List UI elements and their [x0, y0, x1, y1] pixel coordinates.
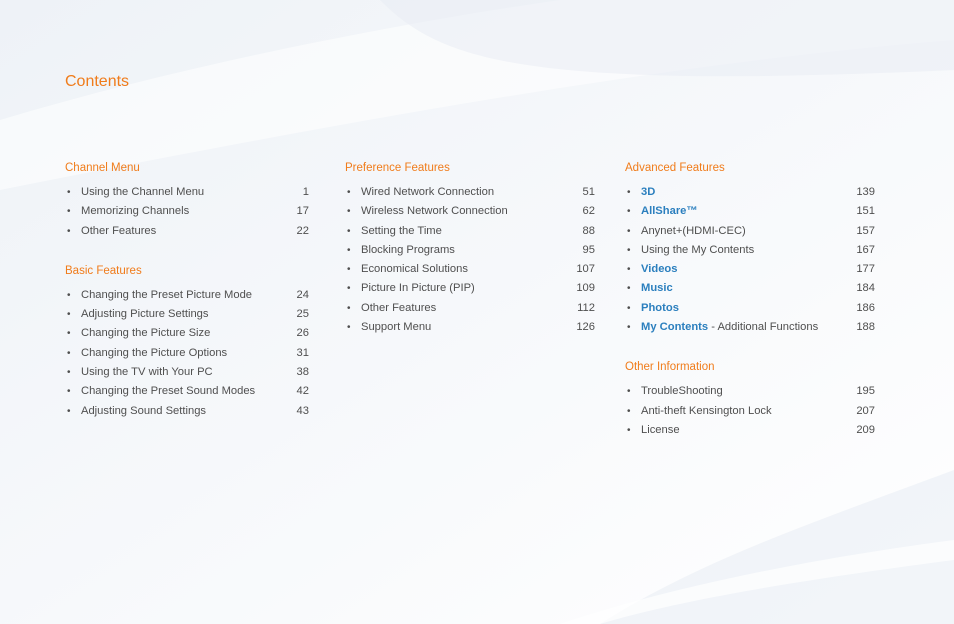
page-number: 167 [856, 243, 875, 256]
page-number: 95 [582, 243, 595, 256]
toc-entry-label [641, 421, 680, 440]
bullet-icon: • [67, 206, 71, 218]
bullet-icon: • [627, 283, 631, 295]
entry-text: Wired Network Connection [361, 186, 495, 198]
contents-column-3 [625, 160, 875, 462]
entry-text: Changing the Preset Picture Mode [81, 288, 253, 301]
toc-entry[interactable] [65, 324, 309, 343]
toc-entry[interactable] [625, 183, 875, 202]
toc-section [625, 160, 875, 337]
toc-entry-label [81, 363, 213, 382]
bullet-icon: • [67, 367, 71, 379]
toc-entry-label [361, 260, 468, 279]
page-number: 188 [856, 321, 875, 334]
section-title: Preference Features [345, 162, 450, 174]
toc-section [345, 160, 595, 337]
page-number: 139 [856, 186, 875, 198]
entry-text: Anti-theft Kensington Lock [641, 404, 772, 417]
toc-entry[interactable] [345, 241, 595, 260]
bullet-icon: • [67, 405, 71, 417]
toc-entry-label [361, 202, 508, 221]
toc-entry[interactable] [65, 305, 309, 324]
entry-text: Anynet+(HDMI-CEC) [641, 224, 746, 237]
bullet-icon: • [67, 347, 71, 359]
toc-entry-label [361, 241, 455, 260]
bullet-icon: • [67, 289, 71, 301]
page-number: 31 [296, 346, 309, 359]
toc-entry-label [81, 183, 204, 202]
toc-entry-label [81, 222, 156, 241]
page-number: 24 [296, 288, 309, 301]
bullet-icon: • [627, 405, 631, 417]
entry-text: Setting the Time [361, 224, 442, 237]
toc-entry[interactable] [65, 344, 309, 363]
bullet-icon: • [67, 328, 71, 340]
entry-text: Picture In Picture (PIP) [361, 282, 475, 295]
toc-entry-label [361, 222, 442, 241]
entry-text: Memorizing Channels [81, 205, 190, 218]
toc-section [65, 160, 309, 241]
page-number: 51 [582, 186, 595, 198]
entry-text: Changing the Picture Size [81, 327, 211, 340]
entry-text: Adjusting Picture Settings [81, 308, 209, 321]
page-number: 209 [856, 423, 875, 436]
page-number: 151 [856, 205, 875, 218]
toc-entry[interactable] [345, 202, 595, 221]
entry-text: Other Features [361, 301, 437, 314]
page-number: 184 [856, 282, 875, 295]
link-text[interactable]: Music [641, 282, 673, 295]
page-number: 42 [296, 385, 309, 398]
entry-text: Changing the Preset Sound Modes [81, 385, 256, 398]
toc-entry-label [641, 222, 746, 241]
page-number: 112 [577, 301, 595, 314]
section-title: Other Information [625, 361, 715, 374]
page-number: 25 [296, 308, 309, 321]
bullet-icon: • [627, 225, 631, 237]
toc-entry-link[interactable] [641, 279, 673, 298]
entry-text: Changing the Picture Options [81, 346, 228, 359]
toc-entry-label [81, 344, 227, 363]
toc-entry-link[interactable] [641, 318, 818, 337]
link-text[interactable]: 3D [641, 186, 656, 198]
toc-entry-link[interactable] [641, 260, 677, 279]
entry-text: Economical Solutions [361, 263, 468, 276]
contents-column-1 [65, 160, 309, 443]
toc-entry-label [361, 279, 475, 298]
bullet-icon: • [347, 187, 351, 198]
toc-entry[interactable] [625, 299, 875, 318]
toc-entry[interactable] [345, 279, 595, 298]
toc-entry-link[interactable] [641, 202, 698, 221]
link-text[interactable]: AllShare™ [641, 205, 698, 218]
toc-entry[interactable] [345, 318, 595, 337]
page-number: 62 [582, 205, 595, 218]
bullet-icon: • [627, 206, 631, 218]
bullet-icon: • [347, 302, 351, 314]
toc-entry-label [81, 324, 210, 343]
contents-column-2 [345, 160, 595, 359]
toc-entry[interactable] [65, 222, 309, 241]
toc-entry[interactable] [345, 183, 595, 202]
toc-entry-label [81, 382, 255, 401]
toc-entry-label [641, 241, 754, 260]
toc-entry[interactable] [65, 363, 309, 382]
bullet-icon: • [627, 424, 631, 436]
bullet-icon: • [347, 264, 351, 276]
toc-entry[interactable] [625, 279, 875, 298]
toc-entry[interactable] [625, 318, 875, 337]
toc-entry-label [361, 318, 431, 337]
section-title: Advanced Features [625, 162, 725, 174]
toc-entry-label [81, 305, 208, 324]
toc-entry[interactable] [625, 402, 875, 421]
bullet-icon: • [627, 187, 631, 198]
toc-entry[interactable] [625, 202, 875, 221]
toc-entry[interactable] [625, 382, 875, 401]
toc-entry-link[interactable] [641, 183, 655, 202]
page-number: 195 [856, 385, 875, 398]
bullet-icon: • [67, 225, 71, 237]
toc-entry[interactable] [625, 421, 875, 440]
section-title: Basic Features [65, 264, 142, 277]
entry-text: Support Menu [361, 321, 432, 334]
page-number: 186 [856, 301, 875, 314]
toc-entry[interactable] [625, 260, 875, 279]
bullet-icon: • [627, 322, 631, 334]
link-text[interactable]: My Contents [641, 321, 709, 334]
entry-text: Other Features [81, 224, 157, 237]
page-number: 177 [856, 263, 875, 276]
bullet-icon: • [347, 244, 351, 256]
toc-entry-label [641, 382, 723, 401]
toc-entry-link[interactable] [641, 299, 679, 318]
toc-section [625, 359, 875, 440]
page-number: 38 [296, 366, 309, 379]
bullet-icon: • [347, 225, 351, 237]
entry-text: TroubleShooting [641, 385, 723, 398]
entry-text: Blocking Programs [361, 243, 455, 256]
entry-text: Using the TV with Your PC [81, 366, 213, 379]
page-number: 22 [296, 224, 309, 237]
page-number: 157 [856, 224, 875, 237]
page-number: 207 [856, 404, 875, 417]
toc-entry-label [81, 202, 189, 221]
toc-entry-label [81, 402, 206, 421]
page-number: 43 [296, 404, 309, 417]
page-number: 109 [576, 282, 595, 295]
entry-text: Wireless Network Connection [361, 205, 508, 218]
bullet-icon: • [347, 206, 351, 218]
entry-text: License [641, 423, 680, 436]
bullet-icon: • [627, 302, 631, 314]
bullet-icon: • [67, 187, 71, 198]
toc-entry-label [641, 402, 772, 421]
bullet-icon: • [67, 386, 71, 398]
toc-entry[interactable] [625, 222, 875, 241]
link-text[interactable]: Photos [641, 301, 679, 314]
bullet-icon: • [347, 283, 351, 295]
section-title: Channel Menu [65, 162, 140, 174]
page-title: Contents [65, 73, 130, 90]
toc-entry[interactable] [65, 402, 309, 421]
toc-entry[interactable] [65, 202, 309, 221]
page-number: 126 [576, 321, 595, 334]
bullet-icon: • [67, 309, 71, 321]
entry-suffix: - Additional Functions [708, 321, 819, 334]
toc-entry[interactable] [345, 222, 595, 241]
page-number: 17 [296, 205, 309, 218]
entry-text: Using the Channel Menu [81, 186, 205, 198]
toc-entry[interactable] [345, 299, 595, 318]
toc-entry-label [81, 286, 252, 305]
bullet-icon: • [627, 244, 631, 256]
page-number: 1 [302, 186, 309, 198]
toc-entry[interactable] [625, 241, 875, 260]
toc-entry-label [361, 183, 494, 202]
entry-text: Adjusting Sound Settings [81, 404, 207, 417]
toc-entry[interactable] [65, 286, 309, 305]
page-number: 88 [582, 224, 595, 237]
toc-section [65, 263, 309, 421]
bullet-icon: • [627, 386, 631, 398]
toc-entry[interactable] [345, 260, 595, 279]
entry-text: Using the My Contents [641, 243, 755, 256]
toc-entry[interactable] [65, 183, 309, 202]
bullet-icon: • [627, 264, 631, 276]
bullet-icon: • [347, 322, 351, 334]
link-text[interactable]: Videos [641, 263, 678, 276]
toc-entry-label [361, 299, 436, 318]
toc-entry[interactable] [65, 382, 309, 401]
page-number: 26 [296, 327, 309, 340]
page-number: 107 [576, 263, 595, 276]
